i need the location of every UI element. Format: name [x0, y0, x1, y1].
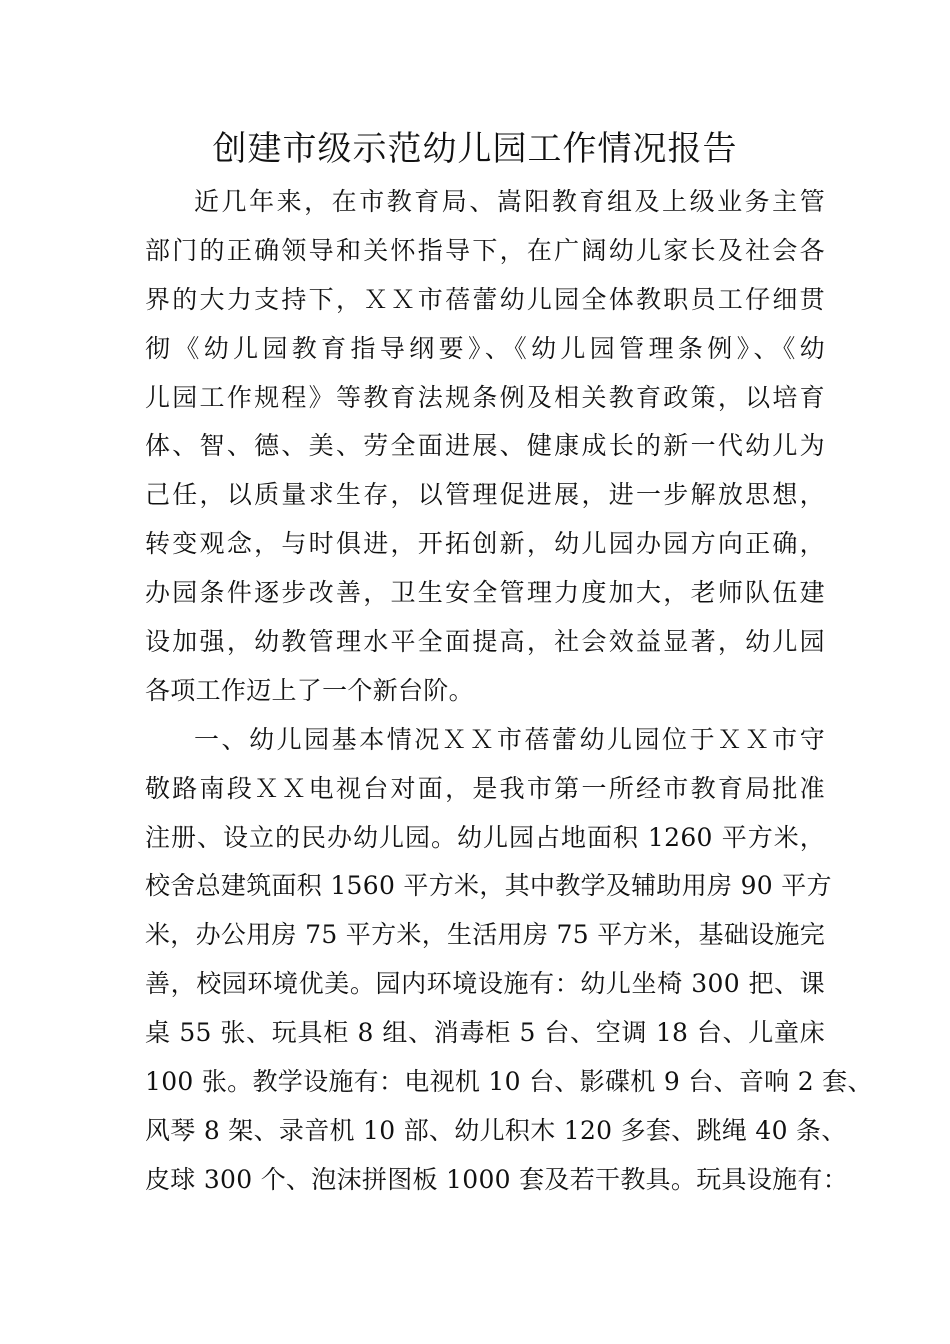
document-title: 创建市级示范幼儿园工作情况报告: [212, 129, 738, 169]
paragraph-1-line-9: 办园条件逐步改善，卫生安全管理力度加大，老师队伍建: [145, 578, 825, 608]
paragraph-2-line-10: 皮球 300 个、泡沫拼图板 1000 套及若干教具。玩具设施有：: [145, 1164, 849, 1194]
paragraph-2-line-5: 米，办公用房 75 平方米，生活用房 75 平方米，基础设施完: [145, 920, 825, 950]
paragraph-1-line-2: 部门的正确领导和关怀指导下，在广阔幼儿家长及社会各: [145, 235, 825, 265]
paragraph-2-line-2: 敬路南段ＸＸ电视台对面，是我市第一所经市教育局批准: [145, 773, 825, 803]
paragraph-2-line-1: 一、幼儿园基本情况ＸＸ市蓓蕾幼儿园位于ＸＸ市守: [194, 724, 825, 754]
paragraph-1-line-6: 体、智、德、美、劳全面进展、健康成长的新一代幼儿为: [145, 431, 825, 461]
paragraph-2-line-9: 风琴 8 架、录音机 10 部、幼儿积木 120 多套、跳绳 40 条、: [145, 1115, 847, 1145]
paragraph-1-line-7: 己任，以质量求生存，以管理促进展，进一步解放思想，: [145, 480, 825, 510]
paragraph-2-line-6: 善，校园环境优美。园内环境设施有：幼儿坐椅 300 把、课: [145, 969, 825, 999]
paragraph-2-line-4: 校舍总建筑面积 1560 平方米，其中教学及辅助用房 90 平方: [145, 871, 832, 901]
paragraph-1-line-4: 彻《幼儿园教育指导纲要》、《幼儿园管理条例》、《幼: [145, 333, 825, 363]
paragraph-1-line-11: 各项工作迈上了一个新台阶。: [145, 675, 474, 705]
paragraph-2-line-7: 桌 55 张、玩具柜 8 组、消毒柜 5 台、空调 18 台、儿童床: [145, 1018, 825, 1048]
paragraph-1-line-1: 近几年来，在市教育局、嵩阳教育组及上级业务主管: [194, 187, 825, 216]
paragraph-2-line-3: 注册、设立的民办幼儿园。幼儿园占地面积 1260 平方米，: [145, 822, 825, 852]
document-body: [145, 178, 873, 1205]
paragraph-1-line-5: 儿园工作规程》等教育法规条例及相关教育政策，以培育: [145, 382, 825, 412]
paragraph-2-line-8: 100 张。教学设施有：电视机 10 台、影碟机 9 台、音响 2 套、: [145, 1067, 873, 1097]
paragraph-1-line-3: 界的大力支持下，ＸＸ市蓓蕾幼儿园全体教职员工仔细贯: [145, 284, 825, 314]
paragraph-1-line-8: 转变观念，与时俱进，开拓创新，幼儿园办园方向正确，: [145, 529, 825, 559]
paragraph-1-line-10: 设加强，幼教管理水平全面提高，社会效益显著，幼儿园: [145, 627, 825, 657]
